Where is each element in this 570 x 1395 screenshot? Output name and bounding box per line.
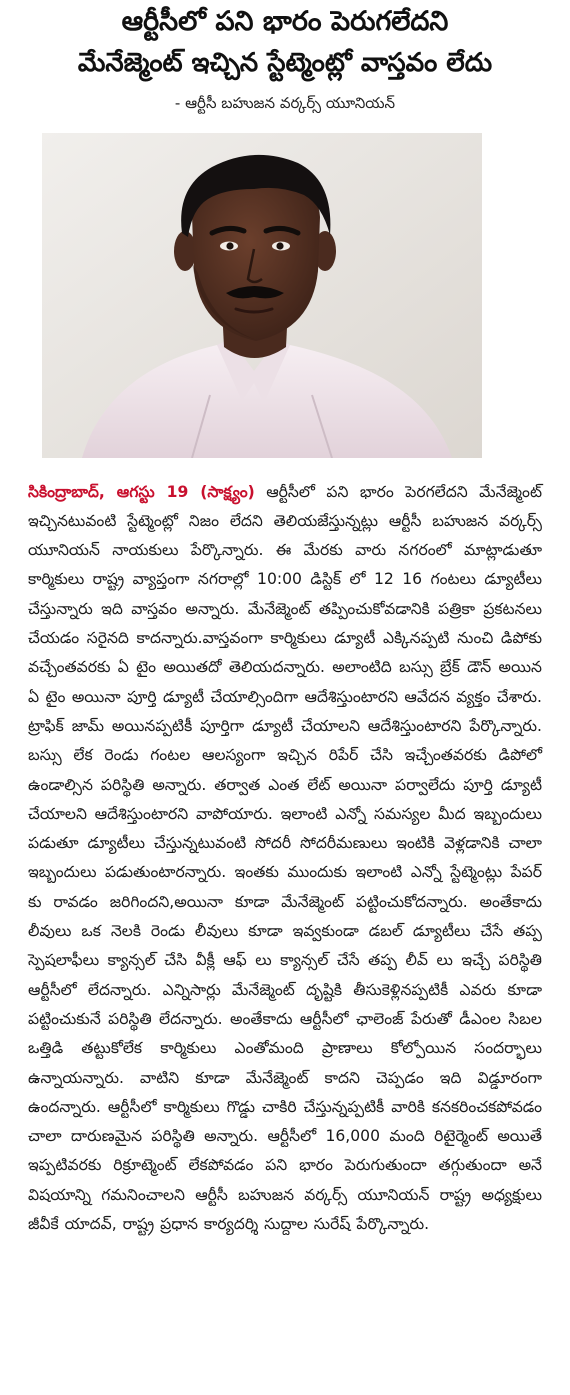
article-text: ఆర్టీసీలో పని భారం పెరగలేదని మేనేజ్మెంట్ ఇచ్చినటువంటి స్టేట్మెంట్లో నిజం లేదని తెలియజేస్తున్నట్లు ఆర్టీసీ బహుజన వర్కర్స్ యూనియన్ నాయకులు పేర్కొన్నారు. ఈ మేరకు వారు నగరంలో మాట్లాడుతూ కార్మికులు రాష్ట్ర వ్యాప్తంగా నగరాల్లో 10:00 డిస్టిక్ లో 12 16 గంటలు డ్యూటీలు చేస్తున్నారు ఇది వాస్తవం అన్నారు. మేనేజ్మెంట్ తప్పించుకోవడానికి పత్రికా ప్రకటనలు చేయడం సరైనది కాదన్నారు.వాస్తవంగా కార్మికులు డ్యూటీ ఎక్కినప్పటి నుంచి డిపోకు వచ్చేంతవరకు ఏ టైం అయితదో తెలియదన్నారు. అలాంటిది బస్సు బ్రేక్ డౌన్ అయిన ఏ టైం అయినా పూర్తి డ్యూటీ చేయాల్సిందిగా ఆదేశిస్తుంటారని ఆవేదన వ్యక్తం చేశారు. ట్రాఫిక్ జామ్ అయినప్పటికీ పూర్తిగా డ్యూటీ చేయాలని ఆదేశిస్తుంటారని పేర్కొన్నారు. బస్సు లేక రెండు గంటల ఆలస్యంగా ఇచ్చిన రిపేర్ చేసి ఇచ్చేంతవరకు డిపోలో ఉండాల్సిన పరిస్థితి అన్నారు. తర్వాత ఎంత లేట్ అయినా పర్వాలేదు పూర్తి డ్యూటీ చేయాలని ఆదేశిస్తుంటారని వాపోయారు. ఇలాంటి ఎన్నో సమస్యల మీద ఇబ్బందులు పడుతూ డ్యూటీలు చేస్తున్నటువంటి సోదరీ సోదరీమణులు ఇంటికి వెళ్లడానికి చాలా ఇబ్బందులు పడుతుంటారన్నారు. ఇంతకు ముందుకు ఇలాంటి ఎన్నో స్టేట్మెంట్లు పేపర్ కు రావడం జరిగిందని,అయినా కూడా మేనేజ్మెంట్ పట్టించుకోదన్నారు. అంతేకాదు లీవులు ఒక నెలకి రెండు లీవులు కూడా ఇవ్వకుండా డబల్ డ్యూటీలు చేసే తప్ప స్పెషలాఫీలు క్యాన్సల్ చేసి వీక్లీ ఆఫ్ లు క్యాన్సల్ చేసే తప్ప లీవ్ లు ఇచ్చే పరిస్థితి ఆర్టీసీలో లేదన్నారు. ఎన్నిసార్లు మేనేజ్మెంట్ దృష్టికి తీసుకెళ్లినప్పటికీ ఎవరు కూడా పట్టించుకునే పరిస్థితి లేదన్నారు. అంతేకాదు ఆర్టీసీలో ఛాలెంజ్ పేరుతో డీఎంల సిబల ఒత్తిడి తట్టుకోలేక కార్మికులు ఎంతోమంది ప్రాణాలు కోల్పోయిన సందర్భాలు ఉన్నాయన్నారు. వాటిని కూడా మేనేజ్మెంట్ కాదని చెప్పడం ఇది విడ్డూరంగా ఉందన్నారు. ఆర్టీసీలో కార్మికులు గొడ్డు చాకిరి చేస్తున్నప్పటికీ వారికి కనకరించకపోవడం చాలా దారుణమైన పరిస్థితి అన్నారు. ఆర్టీసీలో 16,000 మంది రిటైర్మెంట్ అయితే ఇప్పటివరకు రిక్రూట్మెంట్ లేకపోవడం పని భారం పెరుగుతుందా తగ్గుతుందా అనే విషయాన్ని గమనించాలని ఆర్టీసీ బహుజన వర్కర్స్ యూనియన్ రాష్ట్ర అధ్యక్షులు జీవీకే యాదవ్, రాష్ట్ర ప్రధాన కార్యదర్శి సుద్దాల సురేష్ పేర్కొన్నారు. — [28, 482, 542, 1234]
article-body — [28, 478, 542, 1240]
article-dateline: సికింద్రాబాద్, ఆగస్టు 19 (సాక్ష్యం) — [28, 482, 255, 501]
headline-line-1: ఆర్టీసీలో పని భారం పెరుగలేదని — [121, 6, 449, 37]
portrait-photo — [42, 133, 482, 458]
portrait-illustration — [42, 133, 482, 458]
byline: - ఆర్టీసీ బహుజన వర్కర్స్ యూనియన్ — [174, 94, 396, 112]
headline-line-2: మేనేజ్మెంట్ ఇచ్చిన స్టేట్మెంట్లో వాస్తవం లేదు — [77, 48, 493, 78]
